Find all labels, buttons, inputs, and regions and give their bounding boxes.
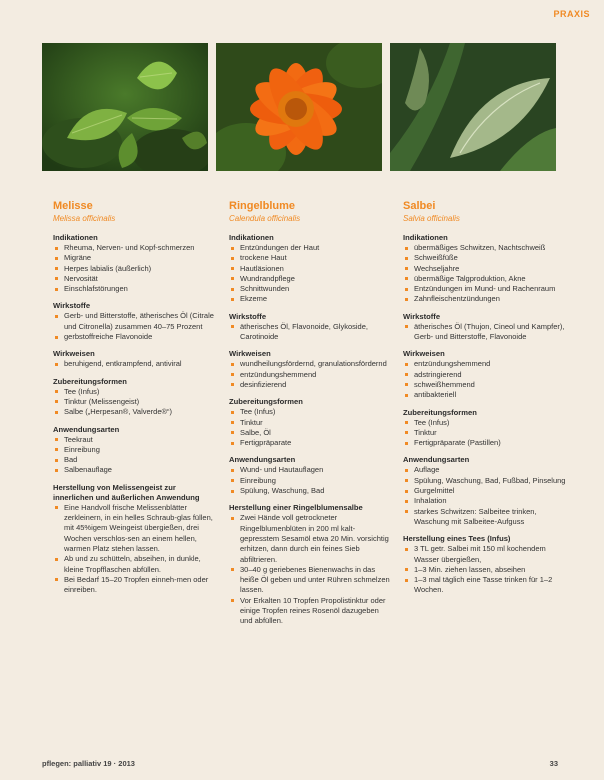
- list-item: Spülung, Waschung, Bad, Fußbad, Pinselung: [403, 476, 567, 486]
- list-item: 1–3 Min. ziehen lassen, abseihen: [403, 565, 567, 575]
- list-item: Gurgelmittel: [403, 486, 567, 496]
- list-item: adstringierend: [403, 370, 567, 380]
- latin-name: Salvia officinalis: [403, 214, 460, 223]
- list-item: Entzündungen der Haut: [229, 243, 393, 253]
- list-item: Inhalation: [403, 496, 567, 506]
- list-item: Spülung, Waschung, Bad: [229, 486, 393, 496]
- list-item: desinfizierend: [229, 380, 393, 390]
- list-item: Ab und zu schütteln, abseihen, in dunkle, kleine Tropfflaschen abfüllen.: [53, 554, 217, 575]
- column-ringelblume: [229, 200, 393, 627]
- bullet-list: [229, 243, 393, 305]
- list-item: Rheuma, Nerven- und Kopf-schmerzen: [53, 243, 217, 253]
- photo-strip: [42, 43, 554, 171]
- section-heading: Indikationen: [403, 233, 448, 242]
- list-item: Salbenauflage: [53, 465, 217, 475]
- plant-name: Ringelblume: [229, 200, 296, 212]
- list-item: wundheilungsfördernd, granulationsfördernd: [229, 359, 393, 369]
- list-item: Hautläsionen: [229, 264, 393, 274]
- list-item: Nervosität: [53, 274, 217, 284]
- list-item: übermäßiges Schwitzen, Nachtschweiß: [403, 243, 567, 253]
- section-heading: Anwendungsarten: [53, 424, 120, 434]
- list-item: ätherisches Öl (Thujon, Cineol und Kampfer), Gerb- und Bitterstoffe, Flavonoide: [403, 322, 567, 343]
- section-heading: Wirkweisen: [403, 349, 445, 359]
- bullet-list: [403, 544, 567, 595]
- list-item: Tinktur (Melissengeist): [53, 397, 217, 407]
- bullet-list: [229, 322, 393, 343]
- section-heading: Wirkweisen: [229, 349, 271, 359]
- list-item: trockene Haut: [229, 253, 393, 263]
- bullet-list: [53, 387, 217, 418]
- list-item: Salbe, Öl: [229, 428, 393, 438]
- bullet-list: [53, 243, 217, 294]
- section-heading: Indikationen: [53, 233, 98, 242]
- melissa-leaves-photo: [42, 43, 208, 171]
- section-heading: Anwendungsarten: [403, 455, 470, 465]
- bullet-list: [229, 465, 393, 496]
- section-heading: Wirkweisen: [53, 349, 95, 359]
- section-heading: Zubereitungsformen: [53, 376, 127, 386]
- section-heading: Wirkstoffe: [403, 311, 441, 321]
- bullet-list: [403, 465, 567, 527]
- list-item: Ekzeme: [229, 294, 393, 304]
- section-heading: Herstellung von Melissengeist zur innerlichen und äußerlichen Anwendung: [53, 482, 200, 502]
- section-heading: Zubereitungsformen: [229, 397, 303, 407]
- bullet-list: [403, 243, 567, 305]
- publication-info: pflegen: palliativ 19 · 2013: [42, 759, 135, 768]
- list-item: Wundrandpflege: [229, 274, 393, 284]
- list-item: 3 TL getr. Salbei mit 150 ml kochendem Wasser übergießen,: [403, 544, 567, 565]
- list-item: Auflage: [403, 465, 567, 475]
- list-item: Bad: [53, 455, 217, 465]
- list-item: übermäßige Talgproduktion, Akne: [403, 274, 567, 284]
- list-item: Vor Erkalten 10 Tropfen Propolistinktur oder einige Tropfen reines Rosenöl dazugeben und abfüllen.: [229, 596, 393, 627]
- list-item: starkes Schwitzen: Salbeitee trinken, Waschung mit Salbeitee-Aufguss: [403, 507, 567, 528]
- list-item: Eine Handvoll frische Melissenblätter zerkleinern, in ein helles Schraub-glas füllen, mit 45%igem Weingeist übergießen, drei Wochen verschlos-sen an einem hellen, warmen Platz stehen lassen.: [53, 503, 217, 554]
- section-label: PRAXIS: [553, 9, 590, 19]
- list-item: Schweißfüße: [403, 253, 567, 263]
- list-item: Tinktur: [403, 428, 567, 438]
- list-item: Fertigpräparate: [229, 438, 393, 448]
- list-item: 1–3 mal täglich eine Tasse trinken für 1–2 Wochen.: [403, 575, 567, 596]
- list-item: Tee (Infus): [229, 407, 393, 417]
- section-heading: Zubereitungsformen: [403, 407, 477, 417]
- list-item: Schnittwunden: [229, 284, 393, 294]
- list-item: Wechseljahre: [403, 264, 567, 274]
- section-heading: Herstellung einer Ringelblumensalbe: [229, 503, 363, 513]
- calendula-flower-photo: [216, 43, 382, 171]
- list-item: Einreibung: [229, 476, 393, 486]
- bullet-list: [53, 359, 217, 369]
- bullet-list: [53, 311, 217, 342]
- section-heading: Wirkstoffe: [229, 311, 267, 321]
- list-item: Herpes labialis (äußerlich): [53, 264, 217, 274]
- list-item: entzündungshemmend: [229, 370, 393, 380]
- column-melisse: [53, 200, 217, 595]
- column-salbei: [403, 200, 567, 596]
- list-item: entzündungshemmend: [403, 359, 567, 369]
- list-item: Salbe („Herpesan®, Valverde®“): [53, 407, 217, 417]
- list-item: Bei Bedarf 15–20 Tropfen einneh-men oder einreiben.: [53, 575, 217, 596]
- list-item: gerbstoffreiche Flavonoide: [53, 332, 217, 342]
- list-item: ätherisches Öl, Flavonoide, Glykoside, Carotinoide: [229, 322, 393, 343]
- list-item: Tee (Infus): [53, 387, 217, 397]
- bullet-list: [229, 407, 393, 448]
- bullet-list: [53, 503, 217, 596]
- bullet-list: [53, 435, 217, 476]
- list-item: Fertigpräparate (Pastillen): [403, 438, 567, 448]
- list-item: Einreibung: [53, 445, 217, 455]
- list-item: Tinktur: [229, 418, 393, 428]
- bullet-list: [403, 322, 567, 343]
- list-item: 30–40 g geriebenes Bienenwachs in das heiße Öl geben und unter Rühren schmelzen lassen.: [229, 565, 393, 596]
- section-heading: Herstellung eines Tees (Infus): [403, 534, 511, 544]
- list-item: Einschlafstörungen: [53, 284, 217, 294]
- section-heading: Indikationen: [229, 233, 274, 242]
- list-item: Zwei Hände voll getrockneter Ringelblumenblüten in 200 ml kalt-gepresstem Sesamöl etwa 20 Min. vorsichtig erhitzen, dann durch ein feines Sieb abfiltrieren.: [229, 513, 393, 564]
- bullet-list: [229, 513, 393, 626]
- list-item: Teekraut: [53, 435, 217, 445]
- list-item: Tee (Infus): [403, 418, 567, 428]
- list-item: antibakteriell: [403, 390, 567, 400]
- latin-name: Calendula officinalis: [229, 214, 301, 223]
- list-item: Zahnfleischentzündungen: [403, 294, 567, 304]
- page-number: 33: [549, 759, 558, 768]
- list-item: Entzündungen im Mund- und Rachenraum: [403, 284, 567, 294]
- bullet-list: [229, 359, 393, 390]
- sage-leaves-photo: [390, 43, 556, 171]
- list-item: Wund- und Hautauflagen: [229, 465, 393, 475]
- bullet-list: [403, 359, 567, 400]
- latin-name: Melissa officinalis: [53, 214, 116, 223]
- section-heading: Anwendungsarten: [229, 455, 296, 465]
- plant-name: Salbei: [403, 200, 436, 212]
- list-item: Migräne: [53, 253, 217, 263]
- bullet-list: [403, 418, 567, 449]
- section-heading: Wirkstoffe: [53, 301, 91, 311]
- list-item: beruhigend, entkrampfend, antiviral: [53, 359, 217, 369]
- plant-name: Melisse: [53, 200, 93, 212]
- list-item: schweißhemmend: [403, 380, 567, 390]
- list-item: Gerb- und Bitterstoffe, ätherisches Öl (Citrale und Citronella) zusammen 40–75 Prozent: [53, 311, 217, 332]
